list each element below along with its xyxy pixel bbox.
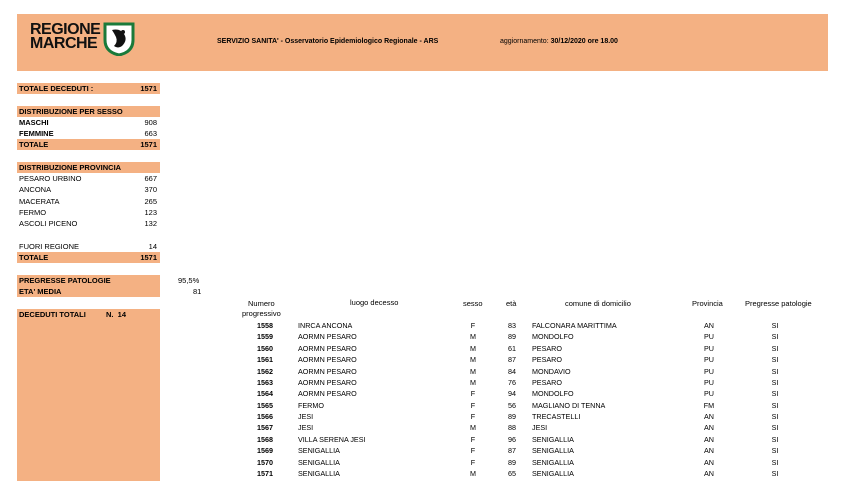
maschi-row — [17, 117, 160, 128]
cell-patologie: SI — [771, 401, 779, 410]
logo-wordmark — [30, 23, 100, 51]
cell-numero: 1558 — [257, 321, 273, 330]
cell-provincia: AN — [704, 446, 714, 455]
cell-numero: 1561 — [257, 355, 273, 364]
cell-luogo: AORMN PESARO — [298, 378, 357, 387]
cell-comune: SENIGALLIA — [532, 469, 574, 478]
provincia-totale-value: 1571 — [140, 253, 157, 262]
provincia-row — [17, 196, 160, 207]
update-info — [500, 38, 618, 45]
cell-provincia: AN — [704, 412, 714, 421]
sesso-totale-label: TOTALE — [19, 140, 49, 149]
cell-eta: 76 — [508, 378, 516, 387]
cell-luogo: INRCA ANCONA — [298, 321, 353, 330]
cell-patologie: SI — [771, 412, 779, 421]
cell-patologie: SI — [771, 344, 779, 353]
cell-eta: 89 — [508, 412, 516, 421]
cell-provincia: PU — [704, 332, 714, 341]
cell-patologie: SI — [771, 458, 779, 467]
provincia-totale-row — [17, 252, 160, 263]
cell-sesso: F — [470, 389, 476, 398]
cell-luogo: AORMN PESARO — [298, 367, 357, 376]
cell-provincia: PU — [704, 355, 714, 364]
cell-numero: 1562 — [257, 367, 273, 376]
provincia-value: 667 — [144, 174, 157, 183]
femmine-value: 663 — [144, 129, 157, 138]
patologie-label: PREGRESSE PATOLOGIE — [19, 276, 111, 285]
cell-eta: 87 — [508, 355, 516, 364]
cell-patologie: SI — [771, 378, 779, 387]
fuori-regione-label: FUORI REGIONE — [19, 242, 80, 251]
provincia-value: 123 — [144, 208, 157, 217]
cell-provincia: AN — [704, 423, 714, 432]
provincia-label: FERMO — [19, 208, 47, 217]
cell-luogo: AORMN PESARO — [298, 344, 357, 353]
cell-sesso: M — [470, 378, 476, 387]
cell-patologie: SI — [771, 367, 779, 376]
cell-numero: 1564 — [257, 389, 273, 398]
cell-comune: MAGLIANO DI TENNA — [532, 401, 606, 410]
femmine-label: FEMMINE — [19, 129, 54, 138]
cell-numero: 1566 — [257, 412, 273, 421]
provincia-label: ANCONA — [19, 185, 52, 194]
cell-patologie: SI — [771, 321, 779, 330]
totale-deceduti-row — [17, 83, 160, 94]
sesso-title-row — [17, 106, 160, 117]
cell-numero: 1567 — [257, 423, 273, 432]
femmine-row — [17, 128, 160, 139]
cell-numero: 1568 — [257, 435, 273, 444]
cell-comune: MONDOLFO — [532, 389, 574, 398]
cell-luogo: JESI — [298, 412, 314, 421]
deceduti-totali-label: DECEDUTI TOTALI — [19, 310, 86, 319]
fuori-regione-value: 14 — [148, 242, 157, 251]
cell-sesso: M — [470, 367, 476, 376]
update-label: aggiornamento: — [500, 38, 549, 45]
maschi-label: MASCHI — [19, 118, 49, 127]
cell-eta: 56 — [508, 401, 516, 410]
cell-eta: 94 — [508, 389, 516, 398]
eta-media-label: ETA' MEDIA — [19, 287, 62, 296]
cell-eta: 87 — [508, 446, 516, 455]
cell-sesso: F — [470, 401, 476, 410]
header-patologie: Pregresse patologie — [745, 299, 812, 308]
provincia-title: DISTRIBUZIONE PROVINCIA — [19, 163, 122, 172]
cell-patologie: SI — [771, 469, 779, 478]
provincia-row — [17, 207, 160, 218]
cell-luogo: VILLA SERENA JESI — [298, 435, 366, 444]
sesso-totale-value: 1571 — [140, 140, 157, 149]
cell-eta: 89 — [508, 332, 516, 341]
eta-media-row — [17, 286, 160, 297]
sesso-title: DISTRIBUZIONE PER SESSO — [19, 107, 123, 116]
cell-numero: 1559 — [257, 332, 273, 341]
patologie-row — [17, 275, 160, 286]
provincia-value: 132 — [144, 219, 157, 228]
cell-provincia: AN — [704, 458, 714, 467]
cell-numero: 1570 — [257, 458, 273, 467]
header-title: SERVIZIO SANITA' - Osservatorio Epidemiologico Regionale - ARS — [217, 38, 439, 45]
cell-comune: MONDOLFO — [532, 332, 574, 341]
cell-patologie: SI — [771, 332, 779, 341]
cell-comune: MONDAVIO — [532, 367, 571, 376]
cell-provincia: PU — [704, 378, 714, 387]
cell-sesso: F — [470, 412, 476, 421]
provincia-row — [17, 173, 160, 184]
cell-eta: 65 — [508, 469, 516, 478]
cell-luogo: SENIGALLIA — [298, 469, 340, 478]
cell-numero: 1569 — [257, 446, 273, 455]
cell-luogo: SENIGALLIA — [298, 458, 340, 467]
cell-sesso: M — [470, 469, 476, 478]
logo-line1: REGIONE — [30, 21, 101, 38]
cell-numero: 1560 — [257, 344, 273, 353]
patologie-value: 95,5% — [178, 276, 200, 285]
cell-sesso: F — [470, 458, 476, 467]
cell-provincia: PU — [704, 367, 714, 376]
cell-patologie: SI — [771, 355, 779, 364]
cell-comune: FALCONARA MARITTIMA — [532, 321, 617, 330]
cell-eta: 83 — [508, 321, 516, 330]
cell-sesso: F — [470, 321, 476, 330]
cell-sesso: M — [470, 332, 476, 341]
provincia-value: 370 — [144, 185, 157, 194]
cell-luogo: AORMN PESARO — [298, 389, 357, 398]
cell-comune: PESARO — [532, 355, 562, 364]
logo-line2: MARCHE — [30, 35, 98, 52]
cell-patologie: SI — [771, 435, 779, 444]
cell-provincia: PU — [704, 389, 714, 398]
cell-numero: 1571 — [257, 469, 273, 478]
cell-luogo: AORMN PESARO — [298, 332, 357, 341]
totale-deceduti-label: TOTALE DECEDUTI : — [19, 84, 94, 93]
regione-marche-logo — [30, 21, 138, 59]
cell-sesso: M — [470, 344, 476, 353]
provincia-title-row — [17, 162, 160, 173]
shield-icon — [102, 22, 136, 56]
update-value: 30/12/2020 ore 18.00 — [550, 38, 618, 45]
header-luogo: luogo decesso — [350, 298, 399, 307]
cell-numero: 1565 — [257, 401, 273, 410]
header-sesso: sesso — [463, 299, 483, 308]
cell-comune: TRECASTELLI — [532, 412, 581, 421]
cell-provincia: AN — [704, 321, 714, 330]
header-progressivo: progressivo — [242, 309, 281, 318]
cell-comune: JESI — [532, 423, 548, 432]
header-numero: Numero — [248, 299, 275, 308]
provincia-totale-label: TOTALE — [19, 253, 49, 262]
deceduti-totali-count: N. 14 — [106, 310, 127, 319]
provincia-row — [17, 218, 160, 229]
cell-comune: SENIGALLIA — [532, 435, 574, 444]
cell-provincia: PU — [704, 344, 714, 353]
header-provincia: Provincia — [692, 299, 723, 308]
cell-luogo: JESI — [298, 423, 314, 432]
cell-luogo: SENIGALLIA — [298, 446, 340, 455]
cell-luogo: FERMO — [298, 401, 324, 410]
cell-comune: SENIGALLIA — [532, 458, 574, 467]
cell-eta: 89 — [508, 458, 516, 467]
cell-eta: 88 — [508, 423, 516, 432]
header-eta: età — [506, 299, 517, 308]
cell-sesso: F — [470, 435, 476, 444]
provincia-value: 265 — [144, 197, 157, 206]
provincia-label: MACERATA — [19, 197, 60, 206]
cell-comune: SENIGALLIA — [532, 446, 574, 455]
cell-sesso: M — [470, 423, 476, 432]
cell-luogo: AORMN PESARO — [298, 355, 357, 364]
cell-numero: 1563 — [257, 378, 273, 387]
cell-eta: 61 — [508, 344, 516, 353]
cell-eta: 96 — [508, 435, 516, 444]
sesso-totale-row — [17, 139, 160, 150]
cell-patologie: SI — [771, 423, 779, 432]
fuori-regione-row — [17, 241, 160, 252]
cell-comune: PESARO — [532, 344, 562, 353]
header-comune: comune di domicilio — [565, 299, 631, 308]
totale-deceduti-value: 1571 — [140, 84, 157, 93]
provincia-row — [17, 184, 160, 195]
deceduti-totali-block — [17, 309, 160, 481]
cell-comune: PESARO — [532, 378, 562, 387]
provincia-label: PESARO URBINO — [19, 174, 82, 183]
cell-patologie: SI — [771, 446, 779, 455]
cell-provincia: AN — [704, 469, 714, 478]
cell-provincia: FM — [703, 401, 715, 410]
cell-sesso: F — [470, 446, 476, 455]
cell-patologie: SI — [771, 389, 779, 398]
cell-eta: 84 — [508, 367, 516, 376]
cell-sesso: M — [470, 355, 476, 364]
provincia-label: ASCOLI PICENO — [19, 219, 78, 228]
eta-media-value: 81 — [193, 287, 202, 296]
cell-provincia: AN — [704, 435, 714, 444]
maschi-value: 908 — [144, 118, 157, 127]
